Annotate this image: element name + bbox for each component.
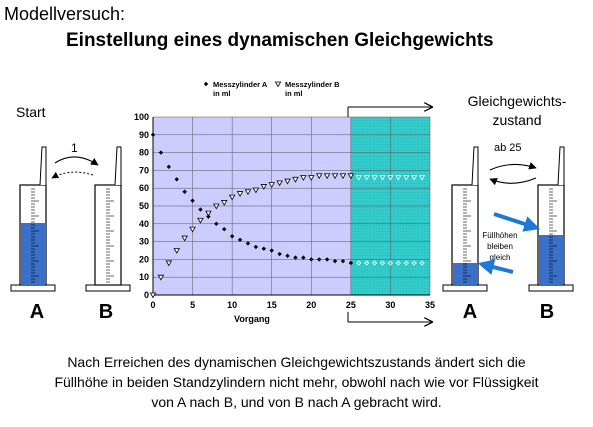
page-title: Modellversuch: (4, 4, 126, 24)
legend-label-unit: in ml (285, 89, 303, 98)
level-arrow-b (494, 214, 537, 228)
y-tick-label: 30 (138, 236, 149, 247)
cylinder-b-equilibrium (529, 147, 573, 291)
cylinder-neck (558, 147, 564, 185)
level-arrow-a (481, 264, 513, 272)
fill-note-line1: Füllhöhen (482, 231, 518, 240)
caption (0, 352, 593, 412)
legend-label: Messzylinder A (213, 80, 268, 89)
y-tick-label: 20 (138, 254, 149, 265)
cylinder-base (529, 285, 573, 291)
y-tick-label: 60 (138, 183, 149, 194)
y-tick-label: 10 (138, 272, 149, 283)
page-subtitle: Einstellung eines dynamischen Gleichgewichts (66, 30, 494, 51)
caption-line1: Nach Erreichen des dynamischen Gleichgewichtszustands ändert sich die (67, 354, 526, 370)
cylinder-a-start (11, 147, 55, 291)
cylinder-neck (472, 147, 478, 185)
equilibrium-label-line1: Gleichgewichts- (467, 93, 567, 109)
x-tick-label: 0 (150, 300, 156, 310)
cylinder-a-label-equilibrium: A (462, 301, 478, 323)
caption-line3: von A nach B, und von B nach A gebracht wird. (151, 394, 442, 410)
cylinder-base (443, 285, 487, 291)
cylinder-neck (40, 147, 46, 185)
cylinder-liquid (539, 235, 563, 285)
x-tick-label: 20 (306, 300, 317, 310)
transfer-arrows-start (52, 141, 98, 178)
transfer-arrows-equilibrium (481, 142, 537, 272)
y-tick-label: 100 (133, 112, 149, 122)
cylinder-b-start (86, 147, 130, 291)
fill-note-line2: bleiben (487, 242, 513, 251)
cylinder-base (86, 285, 130, 291)
start-label: Start (16, 104, 46, 120)
x-tick-label: 15 (266, 300, 277, 310)
caption-line2: Füllhöhe in beiden Standzylindern nicht mehr, obwohl nach wie vor Flüssigkeit (54, 374, 539, 390)
y-tick-label: 50 (138, 201, 149, 211)
y-tick-label: 90 (138, 129, 149, 140)
x-tick-label: 25 (345, 300, 356, 310)
cylinder-a-label-start: A (29, 301, 45, 323)
legend-label-unit: in ml (213, 89, 231, 98)
y-tick-label: 40 (138, 218, 149, 229)
x-tick-label: 10 (227, 300, 238, 310)
x-tick-label: 30 (385, 300, 396, 310)
y-tick-label: 0 (143, 290, 149, 300)
x-tick-label: 5 (190, 300, 196, 310)
cylinder-a-equilibrium (443, 147, 487, 291)
cylinder-base (11, 285, 55, 291)
cylinder-neck (115, 147, 121, 185)
legend-label: Messzylinder B (285, 80, 340, 89)
equilibrium-label-line2: zustand (492, 112, 542, 128)
fill-note-line3: gleich (489, 253, 511, 262)
cylinder-b-label-start: B (98, 301, 114, 323)
x-tick-label: 35 (424, 300, 436, 310)
chart (134, 80, 435, 324)
y-tick-label: 70 (138, 165, 149, 176)
step-one-label: 1 (71, 141, 78, 155)
x-axis-label: Vorgang (234, 314, 270, 324)
from-25-label: ab 25 (494, 142, 522, 154)
cylinder-b-label-equilibrium: B (539, 301, 555, 323)
data-point-b (275, 82, 280, 87)
y-tick-label: 80 (138, 147, 149, 158)
data-point-a (204, 82, 208, 86)
